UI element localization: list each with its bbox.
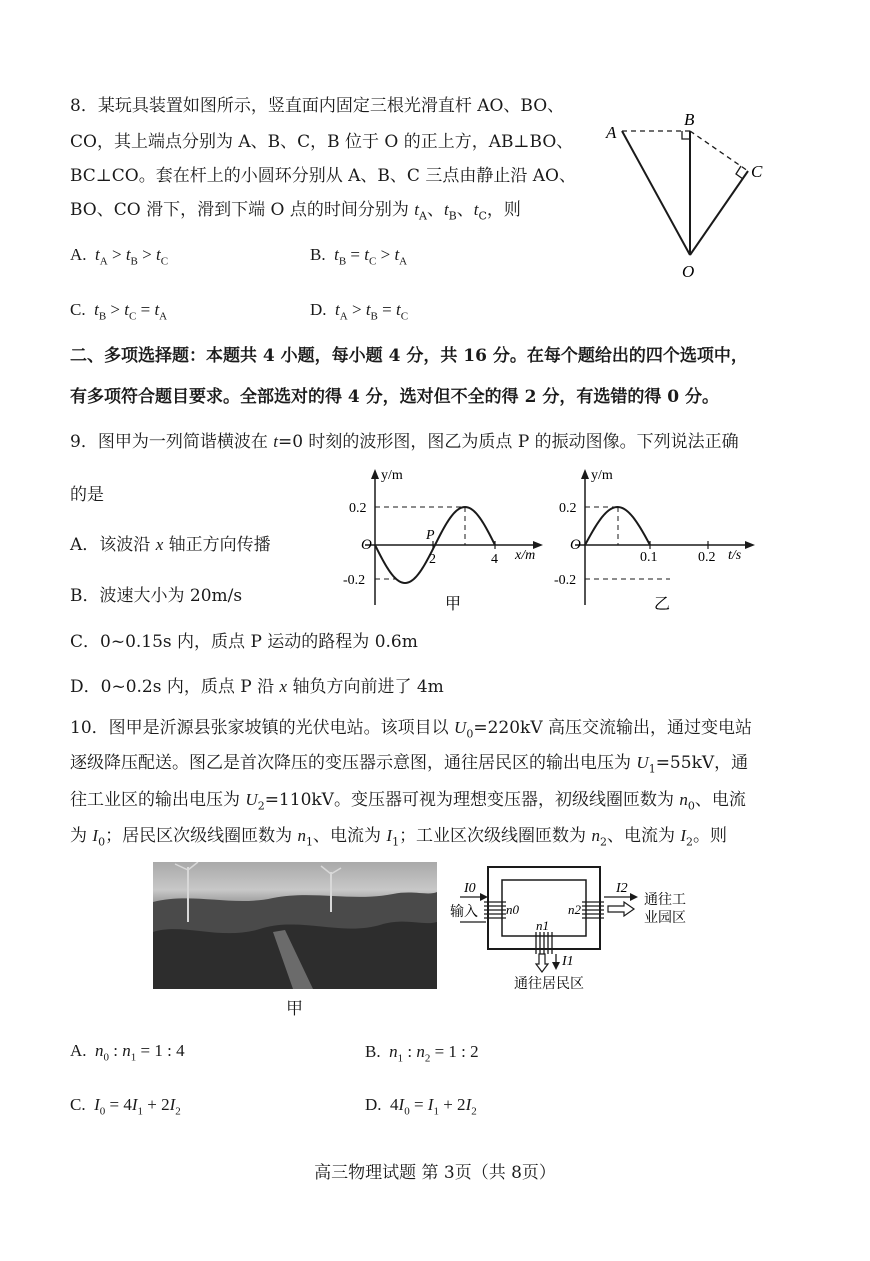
caption-yi: 乙 <box>654 596 671 613</box>
q8-option-d[interactable]: D. $t_A > t_B = t_C$ <box>310 300 409 323</box>
label-n0: n0 <box>506 902 519 917</box>
output-arrow-icon <box>536 954 548 972</box>
graph-jia <box>335 463 550 618</box>
ylabel-yi: y/m <box>591 468 613 483</box>
q10-line-4: 为 $I_0$；居民区次级线圈匝数为 $n_1$、电流为 $I_1$；工业区次级线圈匝数为 $n_2$、电流为 $I_2$。则 <box>70 826 728 849</box>
y-axis-arrow-icon <box>581 469 589 479</box>
q8-option-b[interactable]: B. $t_B = t_C > t_A$ <box>310 245 408 268</box>
xlabel-yi: t/s <box>728 548 742 563</box>
q10-line-1: 10．图甲是沂源县张家坡镇的光伏电站。该项目以 $U_0=220kV$ 高压交流输出，通过变电站 <box>70 718 753 741</box>
q9-option-d[interactable]: D．0~0.2s 内，质点 P 沿 x 轴负方向前进了 4m <box>70 677 444 697</box>
graph-yi <box>550 463 765 618</box>
q8-option-a[interactable]: A. $t_A > t_B > t_C$ <box>70 245 169 268</box>
q8-line-4: BO、CO 滑下，滑到下端 O 点的时间分别为 $t_A$、$t_B$、$t_C$，则 <box>70 200 521 223</box>
rod-ao <box>622 131 690 255</box>
ytick-jia-neg: -0.2 <box>343 573 366 588</box>
q10-option-c[interactable]: C. $I_0 = 4I_1 + 2I_2$ <box>70 1095 181 1118</box>
y-axis-arrow-icon <box>371 469 379 479</box>
q10-line-3: 往工业区的输出电压为 $U_2=110kV$。变压器可视为理想变压器，初级线圈匝数为 $n_0$、电流 <box>70 790 746 813</box>
q10-option-b[interactable]: B. $n_1$ : $n_2 = 1$ : 2 <box>365 1042 479 1065</box>
q9-line-1: 9．图甲为一列简谐横波在 t=0 时刻的波形图，图乙为质点 P 的振动图像。下列说法正确 <box>70 432 739 452</box>
xtick-yi-01: 0.1 <box>640 550 658 565</box>
section2-line-1: 二、多项选择题：本题共 4 小题，每小题 4 分，共 16 分。在每个题给出的四个选项中， <box>70 346 748 366</box>
label-residential: 通往居民区 <box>514 977 584 992</box>
xtick-jia-2: 2 <box>429 552 436 567</box>
q8-rod-figure <box>600 105 775 285</box>
q9-option-b[interactable]: B．波速大小为 20m/s <box>70 586 243 606</box>
q10-line-2: 逐级降压配送。图乙是首次降压的变压器示意图，通往居民区的输出电压为 $U_1=55kV$，通 <box>70 753 749 776</box>
ytick-yi-pos: 0.2 <box>559 501 577 516</box>
q9-option-a[interactable]: A．该波沿 x 轴正方向传播 <box>70 535 271 555</box>
label-input: 输入 <box>450 905 478 920</box>
xlabel-jia: x/m <box>515 548 536 563</box>
dashed-bc <box>690 131 748 171</box>
right-angle-c <box>736 166 743 179</box>
output-arrow-icon <box>608 902 634 916</box>
label-industry-2: 业园区 <box>644 911 686 926</box>
label-i0: I0 <box>464 881 476 896</box>
q8-line-2: CO，其上端点分别为 A、B、C，B 位于 O 的正上方，AB⊥BO、 <box>70 132 574 152</box>
label-b: B <box>684 110 695 129</box>
caption-jia: 甲 <box>445 596 462 613</box>
arrow-down-icon <box>552 962 560 970</box>
label-industry-1: 通往工 <box>644 893 686 908</box>
label-i1: I1 <box>562 954 574 969</box>
xtick-jia-4: 4 <box>491 552 498 567</box>
label-n2: n2 <box>568 902 581 917</box>
label-i2: I2 <box>616 881 628 896</box>
transformer-diagram <box>448 862 720 992</box>
q9-option-c[interactable]: C．0~0.15s 内，质点 P 运动的路程为 0.6m <box>70 632 418 652</box>
origin-jia: O <box>361 537 372 553</box>
page-footer: 高三物理试题 第 3页（共 8页） <box>314 1163 556 1183</box>
label-c: C <box>751 162 763 181</box>
q8-option-c[interactable]: C. $t_B > t_C = t_A$ <box>70 300 168 323</box>
section2-line-2: 有多项符合题目要求。全部选对的得 4 分，选对但不全的得 2 分，有选错的得 0 分。 <box>70 387 719 407</box>
point-p: P <box>426 528 435 543</box>
ytick-jia-pos: 0.2 <box>349 501 367 516</box>
origin-yi: O <box>570 537 581 553</box>
label-o: O <box>682 262 695 281</box>
right-angle-b <box>682 131 690 139</box>
xtick-yi-02: 0.2 <box>698 550 716 565</box>
x-axis-arrow-icon <box>745 541 755 549</box>
q10-option-d[interactable]: D. $4I_0 = I_1 + 2I_2$ <box>365 1095 477 1118</box>
ylabel-jia: y/m <box>381 468 403 483</box>
photo-caption: 甲 <box>286 999 303 1019</box>
solar-station-photo <box>153 862 437 989</box>
q9-line-2: 的是 <box>70 485 104 505</box>
q8-line-1: 8．某玩具装置如图所示，竖直面内固定三根光滑直杆 AO、BO、 <box>70 96 565 116</box>
arrow-right-icon <box>630 893 638 901</box>
rod-co <box>690 171 748 255</box>
label-n1: n1 <box>536 918 549 933</box>
arrow-right-icon <box>480 893 488 901</box>
label-a: A <box>606 123 617 142</box>
ytick-yi-neg: -0.2 <box>554 573 577 588</box>
q10-option-a[interactable]: A. $n_0$ : $n_1 = 1$ : 4 <box>70 1041 185 1064</box>
q8-line-3: BC⊥CO。套在杆上的小圆环分别从 A、B、C 三点由静止沿 AO、 <box>70 166 576 186</box>
